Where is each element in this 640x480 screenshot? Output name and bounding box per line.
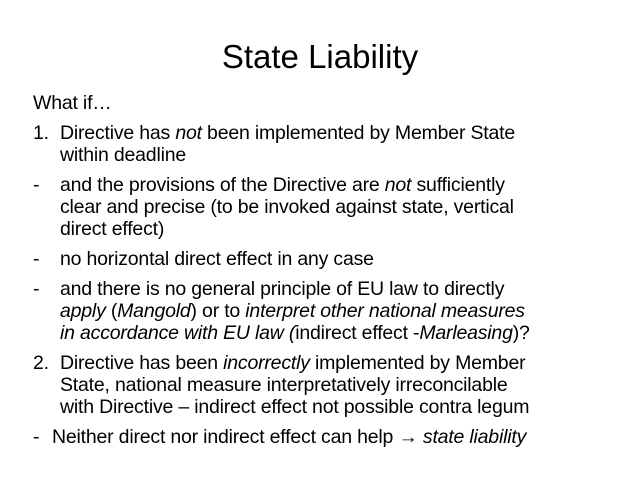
- list-text: no horizontal direct effect in any case: [60, 248, 374, 270]
- dash-marker: -: [33, 248, 40, 270]
- arrow-right-icon: →: [398, 426, 418, 448]
- list-text: Directive has been incorrectly implemented by Member: [60, 352, 526, 374]
- list-marker: 2.: [33, 352, 49, 374]
- list-text: within deadline: [60, 144, 187, 166]
- dash-marker: -: [33, 174, 40, 196]
- dash-marker: -: [33, 278, 40, 300]
- list-text: with Directive – indirect effect not possible contra legum: [60, 396, 530, 418]
- conclusion-text: Neither direct nor indirect effect can help → state liability: [52, 426, 527, 448]
- list-text: and there is no general principle of EU law to directly: [60, 278, 505, 300]
- slide-title: State Liability: [221, 38, 419, 75]
- list-text: clear and precise (to be invoked against state, vertical: [60, 196, 514, 218]
- list-text: Directive has not been implemented by Member State: [60, 122, 515, 144]
- list-text: apply (Mangold) or to interpret other national measures: [60, 300, 525, 322]
- list-text: and the provisions of the Directive are not sufficiently: [60, 174, 505, 196]
- list-marker: 1.: [33, 122, 49, 144]
- list-text: direct effect): [60, 218, 165, 240]
- dash-marker: -: [33, 426, 40, 448]
- intro-text: What if…: [33, 92, 112, 114]
- list-text: State, national measure interpretatively irreconcilable: [60, 374, 508, 396]
- list-text: in accordance with EU law (indirect effect -Marleasing)?: [60, 322, 530, 344]
